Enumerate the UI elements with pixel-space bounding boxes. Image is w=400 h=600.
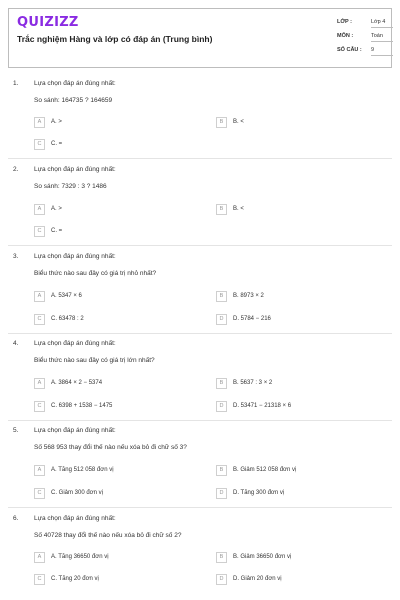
- meta-value: Lớp 4: [371, 19, 393, 28]
- divider: [8, 333, 392, 334]
- question-text: Số 568 953 thay đổi thế nào nếu xóa bỏ đi chữ số 3?: [34, 444, 187, 451]
- question-instruction: Lựa chọn đáp án đúng nhất:: [34, 80, 116, 87]
- option-text: D. Giảm 20 đơn vị: [233, 576, 282, 582]
- worksheet-meta: [337, 15, 391, 57]
- question-2: [8, 166, 392, 238]
- question-number: 3.: [13, 253, 19, 260]
- option-text: C. Tăng 20 đơn vị: [51, 576, 99, 582]
- question-text: Biểu thức nào sau đây có giá trị lớn nhất?: [34, 357, 155, 364]
- option-letter-box: B: [216, 378, 227, 389]
- option-text: D. Tăng 300 đơn vị: [233, 490, 285, 496]
- question-number: 4.: [13, 340, 19, 347]
- option-letter-box: D: [216, 574, 227, 585]
- option-letter-box: A: [34, 552, 45, 563]
- meta-row-count: [337, 43, 391, 57]
- option-letter-box: B: [216, 465, 227, 476]
- meta-row-grade: [337, 15, 391, 29]
- option-text: A. >: [51, 206, 62, 212]
- option-text: D. 53471 − 21318 × 6: [233, 403, 292, 409]
- option-text: A. >: [51, 119, 62, 125]
- question-4: [8, 340, 392, 412]
- option-letter-box: B: [216, 552, 227, 563]
- option-text: B. 8973 × 2: [233, 293, 264, 299]
- question-6: [8, 515, 392, 595]
- question-1: [8, 80, 392, 152]
- option-letter-box: C: [34, 488, 45, 499]
- option-letter-box: C: [34, 574, 45, 585]
- meta-row-subject: [337, 29, 391, 43]
- option-letter-box: A: [34, 291, 45, 302]
- option-text: C. 63478 : 2: [51, 316, 84, 322]
- option-text: C. 6398 + 1538 − 1475: [51, 403, 113, 409]
- option-text: A. Tăng 36650 đơn vị: [51, 554, 109, 560]
- option-text: C. Giảm 300 đơn vị: [51, 490, 103, 496]
- option-letter-box: B: [216, 291, 227, 302]
- option-letter-box: C: [34, 314, 45, 325]
- worksheet-title: Trắc nghiệm Hàng và lớp có đáp án (Trung bình): [17, 34, 213, 44]
- question-instruction: Lựa chọn đáp án đúng nhất:: [34, 340, 116, 347]
- option-letter-box: C: [34, 139, 45, 150]
- question-text: Biểu thức nào sau đây có giá trị nhỏ nhất?: [34, 270, 157, 277]
- meta-label: LỚP :: [337, 19, 352, 25]
- question-instruction: Lựa chọn đáp án đúng nhất:: [34, 253, 116, 260]
- question-number: 5.: [13, 427, 19, 434]
- option-text: B. <: [233, 206, 244, 212]
- option-letter-box: D: [216, 314, 227, 325]
- worksheet-header: [8, 8, 392, 68]
- option-text: A. 3864 × 2 − 5374: [51, 380, 103, 386]
- meta-value: Toán: [371, 33, 393, 42]
- meta-label: MÔN :: [337, 33, 354, 39]
- meta-value: 9: [371, 47, 393, 56]
- option-letter-box: B: [216, 117, 227, 128]
- option-text: A. Tăng 512 058 đơn vị: [51, 467, 114, 473]
- option-letter-box: A: [34, 204, 45, 215]
- option-text: B. 5637 : 3 × 2: [233, 380, 273, 386]
- divider: [8, 507, 392, 508]
- question-number: 6.: [13, 515, 19, 522]
- option-text: B. Giảm 512 058 đơn vị: [233, 467, 297, 473]
- question-3: [8, 253, 392, 325]
- option-text: A. 5347 × 6: [51, 293, 82, 299]
- option-letter-box: A: [34, 465, 45, 476]
- divider: [8, 158, 392, 159]
- option-text: B. <: [233, 119, 244, 125]
- meta-label: SỐ CÂU :: [337, 47, 362, 53]
- option-text: B. Giảm 36650 đơn vị: [233, 554, 292, 560]
- option-letter-box: A: [34, 378, 45, 389]
- question-instruction: Lựa chọn đáp án đúng nhất:: [34, 427, 116, 434]
- question-text: So sánh: 164735 ? 164659: [34, 97, 113, 104]
- option-letter-box: C: [34, 401, 45, 412]
- option-text: C. =: [51, 141, 63, 147]
- divider: [8, 245, 392, 246]
- option-text: C. =: [51, 228, 63, 234]
- quizizz-logo: QUIZIZZ: [17, 15, 79, 30]
- option-letter-box: C: [34, 226, 45, 237]
- option-letter-box: B: [216, 204, 227, 215]
- question-text: So sánh: 7329 : 3 ? 1486: [34, 183, 107, 190]
- option-letter-box: D: [216, 488, 227, 499]
- question-instruction: Lựa chọn đáp án đúng nhất:: [34, 166, 116, 173]
- option-letter-box: A: [34, 117, 45, 128]
- option-letter-box: D: [216, 401, 227, 412]
- divider: [8, 420, 392, 421]
- question-number: 2.: [13, 166, 19, 173]
- question-instruction: Lựa chọn đáp án đúng nhất:: [34, 515, 116, 522]
- question-number: 1.: [13, 80, 19, 87]
- option-text: D. 5784 − 216: [233, 316, 271, 322]
- question-text: Số 40728 thay đổi thế nào nếu xóa bỏ đi chữ số 2?: [34, 532, 182, 539]
- question-5: [8, 427, 392, 499]
